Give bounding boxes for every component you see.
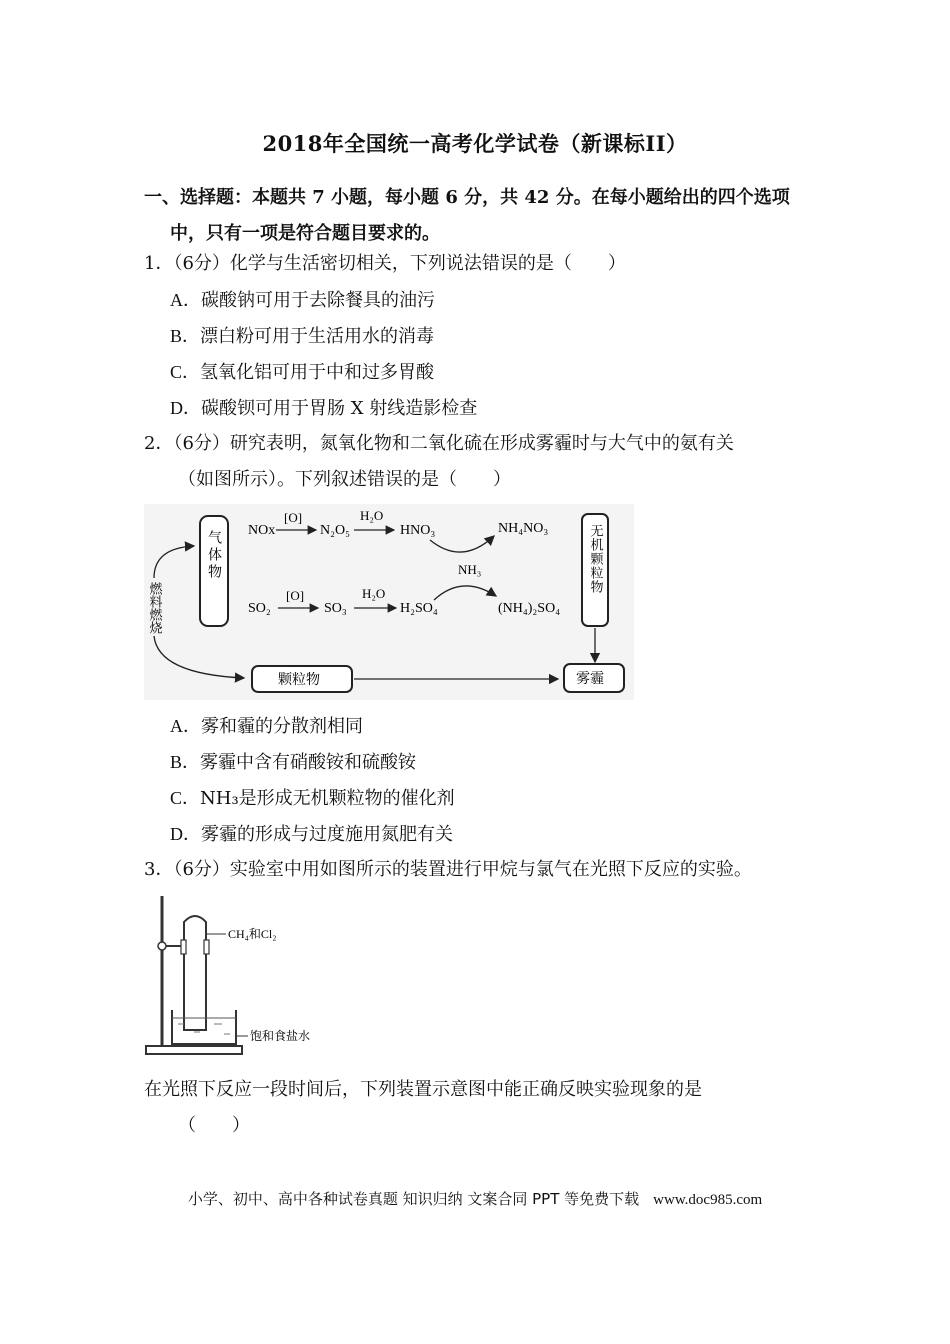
option-letter: C．	[170, 362, 201, 382]
question-1-option-d	[170, 390, 477, 427]
h2so4-label: H₂SO₄	[400, 601, 438, 616]
question-2-option-c	[170, 780, 455, 817]
option-text: 雾霾的形成与过度施用氮肥有关	[201, 824, 453, 845]
fuel-combustion-label: 燃料燃烧	[146, 582, 162, 634]
option-text: 碳酸钠可用于去除餐具的油污	[201, 290, 435, 311]
water-label-1: H₂O	[360, 508, 384, 523]
question-2-stem-line-1: 2．（6分）研究表明，氮氧化物和二氧化硫在形成雾霾时与大气中的氨有关	[144, 433, 734, 454]
inorganic-particle-label: 无机颗粒物	[587, 524, 603, 594]
question-1-option-b	[170, 318, 434, 355]
hno3-label: HNO₃	[400, 523, 436, 538]
water-label-2: H₂O	[362, 586, 386, 601]
haze-formation-diagram	[144, 504, 634, 700]
option-letter: A．	[170, 290, 201, 310]
question-2-option-d	[170, 816, 453, 853]
question-2-option-b	[170, 744, 416, 781]
option-letter: C．	[170, 788, 201, 808]
question-3-follow-line-1: 在光照下反应一段时间后，下列装置示意图中能正确反映实验现象的是	[144, 1079, 702, 1100]
footer-text: 小学、初中、高中各种试卷真题 知识归纳 文案合同 PPT 等免费下载	[187, 1190, 640, 1208]
question-2-stem	[144, 426, 824, 498]
option-letter: A．	[170, 716, 201, 736]
oxygen-label-2: [O]	[286, 588, 305, 603]
question-2-option-a	[170, 708, 363, 745]
option-text: 雾和霾的分散剂相同	[201, 716, 363, 737]
option-letter: D．	[170, 398, 201, 418]
ammonia-label: NH₃	[458, 562, 482, 577]
so2-label: SO₂	[248, 601, 271, 616]
so3-label: SO₃	[324, 601, 347, 616]
question-3-follow-line-2: （ ）	[178, 1115, 250, 1136]
section-heading-line-1: 一、选择题：本题共 7 小题，每小题 6 分，共 42 分。在每小题给出的四个选项	[144, 187, 790, 208]
nh4no3-label: NH₄NO₃	[498, 521, 549, 536]
question-1-option-c	[170, 354, 434, 391]
saturated-brine-label: 饱和食盐水	[250, 1029, 311, 1043]
option-text: 碳酸钡可用于胃肠 X 射线造影检查	[201, 398, 478, 419]
page-footer	[0, 1188, 950, 1209]
nh4-2so4-label: (NH₄)₂SO₄	[498, 601, 561, 616]
question-3-stem: 3．（6分）实验室中用如图所示的装置进行甲烷与氯气在光照下反应的实验。	[144, 859, 752, 880]
option-letter: D．	[170, 824, 201, 844]
option-text: 漂白粉可用于生活用水的消毒	[200, 326, 435, 347]
apparatus-figure	[144, 892, 324, 1060]
question-2-stem-line-2: （如图所示）。下列叙述错误的是（ ）	[178, 469, 511, 490]
page-title: 2018年全国统一高考化学试卷（新课标II）	[262, 131, 688, 156]
question-3-follow-text	[144, 1072, 824, 1144]
n2o5-label: N₂O₅	[320, 523, 350, 538]
footer-url[interactable]: www.doc985.com	[653, 1192, 763, 1208]
particle-label: 颗粒物	[278, 672, 320, 688]
oxygen-label-1: [O]	[284, 510, 303, 525]
option-text: NH₃是形成无机颗粒物的催化剂	[200, 788, 455, 809]
haze-label: 雾霾	[576, 671, 604, 687]
test-tube	[184, 916, 206, 1030]
section-heading-line-2: 中，只有一项是符合题目要求的。	[170, 223, 440, 244]
option-letter: B．	[170, 326, 201, 346]
question-1-stem: 1．（6分）化学与生活密切相关，下列说法错误的是（ ）	[144, 253, 626, 274]
option-text: 氢氧化铝可用于中和过多胃酸	[200, 362, 435, 383]
option-text: 雾霾中含有硝酸铵和硫酸铵	[200, 752, 417, 773]
question-1-option-a	[170, 282, 435, 319]
option-letter: B．	[170, 752, 201, 772]
gas-mixture-label: CH₄和Cl₂	[228, 927, 277, 941]
section-heading	[144, 180, 824, 252]
gas-box-label: 气体物	[206, 530, 222, 581]
stand-base	[146, 1046, 242, 1054]
nox-label: NOx	[248, 523, 276, 538]
